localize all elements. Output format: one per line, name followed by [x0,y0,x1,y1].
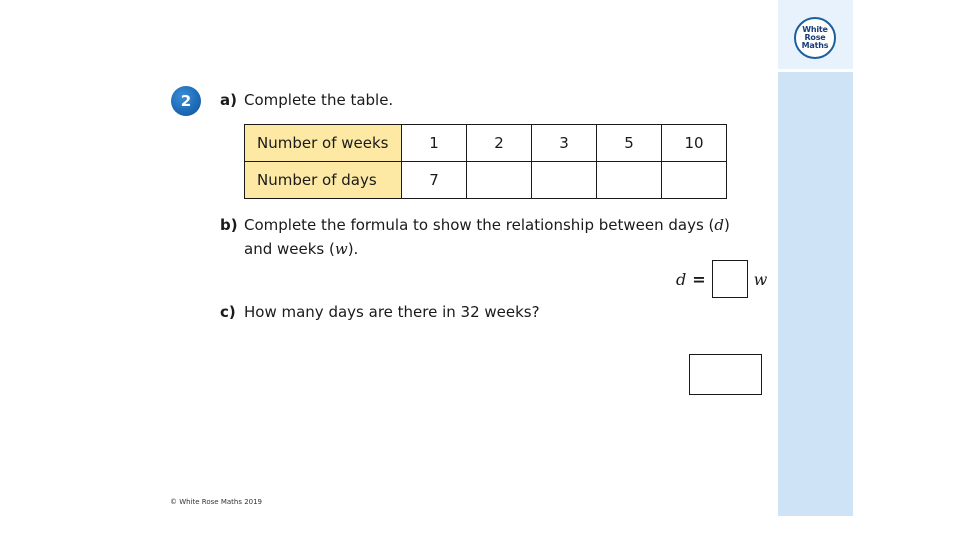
var-d: d [714,216,724,234]
question-number-badge: 2 [171,86,201,116]
days-cell-2[interactable] [467,162,532,199]
days-cell-3[interactable] [532,162,597,199]
part-b-line2-end: ). [347,240,359,258]
formula-row [676,259,767,299]
days-cell-1: 7 [402,162,467,199]
weeks-cell-1: 1 [402,125,467,162]
sidebar-panel [778,0,853,516]
white-rose-maths-logo [794,17,836,59]
part-c-question: How many days are there in 32 weeks? [244,303,540,321]
formula-lhs: d [676,269,687,289]
var-w: w [334,240,348,258]
part-a-letter: a) [220,91,237,109]
days-cell-4[interactable] [597,162,662,199]
copyright-footer: © White Rose Maths 2019 [170,498,263,506]
days-header-cell: Number of days [245,162,402,199]
weeks-cell-2: 2 [467,125,532,162]
weeks-cell-3: 3 [532,125,597,162]
part-c-answer-box[interactable] [689,354,762,395]
part-c-letter: c) [220,303,236,321]
part-b-line1-end: ) [724,216,730,234]
part-b-letter: b) [220,216,238,234]
part-b-line1 [244,216,730,234]
logo-line1: White [802,25,828,34]
sidebar-logo-area [778,0,853,72]
weeks-cell-4: 5 [597,125,662,162]
logo-line3: Maths [801,41,829,50]
logo-line2: Rose [804,33,826,42]
formula-rhs: w [753,269,768,289]
weeks-header-cell: Number of weeks [245,125,402,162]
formula-answer-box[interactable] [712,260,748,298]
part-b-line2-text: and weeks ( [244,240,335,258]
weeks-days-table [244,124,727,199]
weeks-cell-5: 10 [662,125,727,162]
part-b-line1-text: Complete the formula to show the relationship between days ( [244,216,715,234]
part-b-line2 [244,240,358,258]
days-cell-5[interactable] [662,162,727,199]
formula-equals: = [692,269,706,289]
table-row-weeks [245,125,727,162]
part-a-instruction: Complete the table. [244,91,394,109]
table-row-days [245,162,727,199]
